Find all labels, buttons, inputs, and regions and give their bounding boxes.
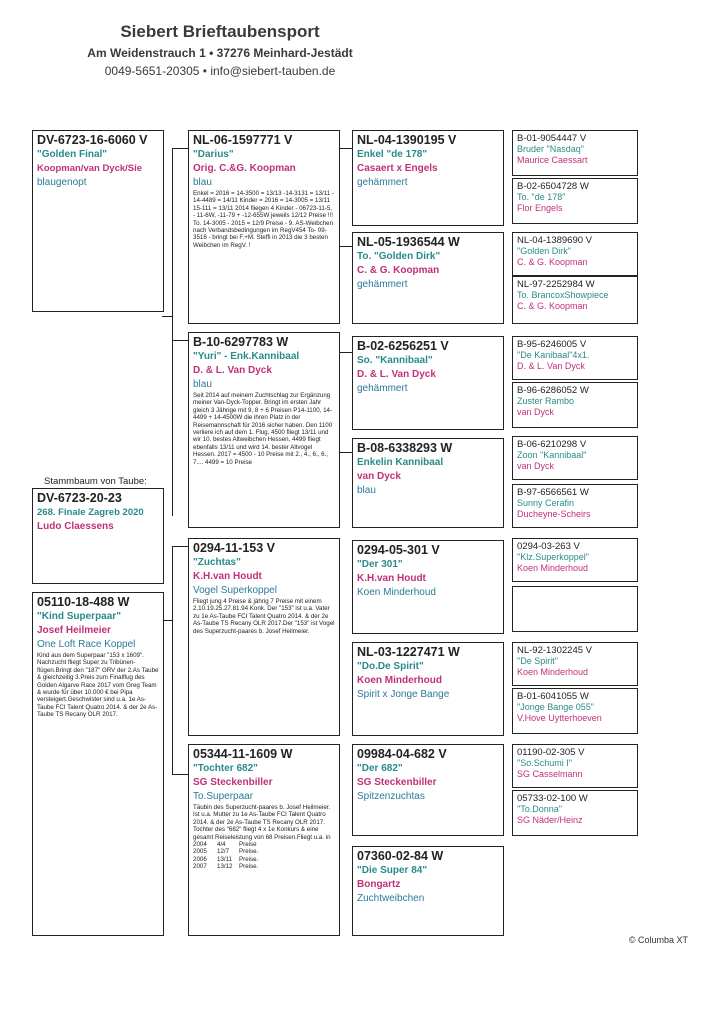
pigeon-name: To. "Golden Dirk": [357, 251, 441, 262]
pigeon-name: Bruder "Nasdaq": [517, 144, 584, 154]
connector-line: [172, 774, 188, 775]
color: blau: [357, 485, 376, 496]
ring-number: 07360-02-84 W: [357, 849, 444, 863]
description: Seit 2014 auf meinem Zuchtschlag zur Ergänzung meiner Van-Dyck-Topper. Bringt im ersten Jahr gleich 3 Jährige mit 9, 8 + 6 Preisen P14-1100, 14-4499 + 14-4500W die ihren Platz in der Reisemannschaft für 2016 sicher haben. Den 1100 verliere ich auf dem 1. Flug, 4500 fliegt 13/11 und wir 10. bestes Altweibchen Hessen, 4499 fliegt ebenfalls 13/11 und wird 14. bester Altvogel Hessen. 2017 = 4500 - 10 Preise mit 2., 4., 6., 6., 7.... 4499 = 10 Preise: [193, 392, 333, 466]
pedigree-card-subject[interactable]: [32, 130, 164, 312]
breeder: Flor Engels: [517, 203, 563, 213]
pigeon-name: "Golden Dirk": [517, 246, 571, 256]
pigeon-name: "Darius": [193, 149, 234, 160]
pedigree-card-dam[interactable]: [32, 592, 164, 936]
description: Täubin des Superzucht-paares b. Josef Heilmeier. Ist u.a. Mutter zu 1e As-Taube FCI Talent Quatro 2014. & der 2e As-Taube TS Recany OLR 2017. Tochter des "682" fliegt 4 x 1e Konkurs & eine gesamt Reiseleistung von 68 Preisen.Fliegt u.a. in: [193, 804, 331, 841]
connector-line: [340, 148, 352, 149]
pigeon-name: "Kind Superpaar": [37, 611, 121, 622]
pigeon-name: "Tochter 682": [193, 763, 258, 774]
pedigree-card-ggg-8[interactable]: [512, 538, 638, 582]
ring-number: 09984-04-682 V: [357, 747, 447, 761]
pedigree-card-ggg-10[interactable]: [512, 642, 638, 686]
breeder: van Dyck: [357, 471, 401, 482]
breeder: D. & L. Van Dyck: [517, 361, 585, 371]
color: blaugenopt: [37, 177, 87, 188]
pigeon-name: "So.Schumi I": [517, 758, 572, 768]
color: Zuchtweibchen: [357, 893, 425, 904]
breeder: Josef Heilmeier: [37, 625, 111, 636]
pedigree-card-gg-4[interactable]: [352, 540, 504, 634]
ring-number: B-01-9054447 V: [517, 133, 587, 144]
pedigree-card-ggg-13[interactable]: [512, 790, 638, 836]
pigeon-name: "De Spirit": [517, 656, 558, 666]
breeder: Koen Minderhoud: [357, 675, 442, 686]
breeder: SG Steckenbiller: [193, 777, 273, 788]
stammbaum-label: Stammbaum von Taube:: [44, 476, 147, 487]
pedigree-card-gg-0[interactable]: [352, 130, 504, 226]
pedigree-card-ggg-2[interactable]: [512, 232, 638, 276]
pigeon-name: "Zuchtas": [193, 557, 241, 568]
ring-number: B-95-6246005 V: [517, 339, 587, 350]
breeder: Maurice Caessart: [517, 155, 588, 165]
ring-number: NL-97-2252984 W: [517, 279, 595, 290]
pedigree-card-g1[interactable]: [188, 130, 340, 324]
pedigree-card-ggg-7[interactable]: [512, 484, 638, 528]
ring-number: DV-6723-20-23: [37, 491, 122, 505]
color: Spirit x Jonge Bange: [357, 689, 450, 700]
ring-number: NL-06-1597771 V: [193, 133, 293, 147]
connector-line: [340, 246, 352, 247]
color: blau: [193, 177, 212, 188]
connector-line: [172, 546, 173, 774]
pedigree-card-gg-2[interactable]: [352, 336, 504, 430]
pedigree-card-ggg-5[interactable]: [512, 382, 638, 428]
pedigree-card-g4[interactable]: [188, 744, 340, 936]
pedigree-card-ggg-4[interactable]: [512, 336, 638, 380]
breeder: C. & G. Koopman: [357, 265, 440, 276]
pigeon-name: "Yuri" - Enk.Kannibaal: [193, 351, 300, 362]
color: Vogel Superkoppel: [193, 585, 277, 596]
pedigree-card-gg-6[interactable]: [352, 744, 504, 836]
pedigree-card-stammbaum[interactable]: [32, 488, 164, 584]
pedigree-card-gg-1[interactable]: [352, 232, 504, 324]
connector-line: [340, 452, 352, 453]
pedigree-card-gg-5[interactable]: [352, 642, 504, 736]
breeder: SG Steckenbiller: [357, 777, 437, 788]
pigeon-name: "Do.De Spirit": [357, 661, 424, 672]
pedigree-card-ggg-12[interactable]: [512, 744, 638, 788]
breeder: C. & G. Koopman: [517, 301, 588, 311]
pedigree-card-gg-7[interactable]: [352, 846, 504, 936]
pedigree-card-gg-3[interactable]: [352, 438, 504, 528]
pigeon-name: To. BrancoxShowpiece: [517, 290, 609, 300]
ring-number: NL-05-1936544 W: [357, 235, 460, 249]
ring-number: B-02-6504728 W: [517, 181, 589, 192]
ring-number: B-01-6041055 W: [517, 691, 589, 702]
ring-number: 05733-02-100 W: [517, 793, 588, 804]
pigeon-name: "Jonge Bange 055": [517, 702, 594, 712]
breeder: Orig. C.&G. Koopman: [193, 163, 296, 174]
breeder: Ludo Claessens: [37, 521, 114, 532]
description: Kind aus dem Superpaar "153 x 1609". Nachzucht fliegt Super zu Tribünen-flügen.Bringt den "187" GRV der 2.As Taube & gleichzeitig 3.Preis zum Finalflug des Golden Algarve Race 2017 vom Greg Team & wurde für über 10.000 € bei Pipa versteigert.Geschwister sind u.a. 1e As-Taube FCI Talent Quatro 2014. & der 2e As-Taube TS Recany OLR 2017.: [37, 652, 159, 719]
connector-line: [172, 546, 188, 547]
pigeon-name: "Golden Final": [37, 149, 108, 160]
pedigree-card-ggg-9[interactable]: [512, 586, 638, 632]
pigeon-name: Zoon "Kannibaal": [517, 450, 587, 460]
ring-number: DV-6723-16-6060 V: [37, 133, 148, 147]
color: gehämmert: [357, 383, 408, 394]
ring-number: 05344-11-1609 W: [193, 747, 293, 761]
breeder: SG Casselmann: [517, 769, 583, 779]
pigeon-name: So. "Kannibaal": [357, 355, 433, 366]
pedigree-card-ggg-11[interactable]: [512, 688, 638, 734]
pigeon-name: Sunny Cerafin: [517, 498, 575, 508]
pigeon-name: 268. Finale Zagreb 2020: [37, 507, 144, 518]
pigeon-name: Zuster Rambo: [517, 396, 575, 406]
breeder: Koen Minderhoud: [517, 667, 589, 677]
copyright: © Columba XT: [628, 935, 688, 945]
breeder: Bongartz: [357, 879, 401, 890]
color: gehämmert: [357, 177, 408, 188]
pigeon-name: "To.Donna": [517, 804, 562, 814]
pedigree-card-g3[interactable]: [188, 538, 340, 736]
connector-line: [162, 316, 173, 317]
description: Fliegt jung 4 Preise & jährig 7 Preise mit einem 2.10.19.25.27.81.94 Konk. Der "153" ist u.a. Vater zu 1e As-Taube FCI Talent Quatro 2014. & der 2e As-Taube TS Recany OLR 2017.Der "153" ist Vogel des Superzucht-paares b. Josef Heilmeier.: [193, 598, 335, 635]
address: Am Weidenstrauch 1 • 37276 Meinhard-Jestädt: [87, 46, 353, 60]
connector-line: [172, 340, 188, 341]
breeder: van Dyck: [517, 407, 555, 417]
ring-number: B-06-6210298 V: [517, 439, 587, 450]
breeder: D. & L. Van Dyck: [357, 369, 436, 380]
breeder: Ducheyne-Scheirs: [517, 509, 591, 519]
page-title: Siebert Brieftaubensport: [120, 22, 320, 41]
pigeon-name: To. "de 178": [517, 192, 566, 202]
pigeon-name: "De Kanibaal"4x1.: [517, 350, 590, 360]
pigeon-name: Enkel "de 178": [357, 149, 428, 160]
pedigree-card-g2[interactable]: [188, 332, 340, 528]
ring-number: NL-92-1302245 V: [517, 645, 592, 656]
pigeon-name: "Die Super 84": [357, 865, 428, 876]
ring-number: B-97-6566561 W: [517, 487, 589, 498]
breeder: Koen Minderhoud: [517, 563, 589, 573]
ring-number: B-96-6286052 W: [517, 385, 589, 396]
pedigree-card-ggg-1[interactable]: [512, 178, 638, 224]
ring-number: NL-04-1389690 V: [517, 235, 592, 246]
breeder: D. & L. Van Dyck: [193, 365, 272, 376]
breeder: SG Näder/Heinz: [517, 815, 583, 825]
connector-line: [172, 148, 188, 149]
color: Spitzenzuchtas: [357, 791, 425, 802]
ring-number: 0294-11-153 V: [193, 541, 276, 555]
breeder: K.H.van Houdt: [357, 573, 426, 584]
results-table: 2004 4/4 Preise 2005 12/7 Preise. 2006 13/11 Preise. 2007 13/12 Preise.: [193, 841, 259, 871]
pigeon-name: Enkelin Kannibaal: [357, 457, 444, 468]
breeder: Casaert x Engels: [357, 163, 438, 174]
connector-line: [340, 352, 352, 353]
ring-number: NL-04-1390195 V: [357, 133, 457, 147]
breeder: van Dyck: [517, 461, 555, 471]
contact: 0049-5651-20305 • info@siebert-tauben.de: [104, 64, 336, 78]
ring-number: 01190-02-305 V: [517, 747, 585, 758]
breeder: C. & G. Koopman: [517, 257, 588, 267]
pigeon-name: "Klz.Superkoppel": [517, 552, 589, 562]
ring-number: 0294-03-263 V: [517, 541, 580, 552]
color: gehämmert: [357, 279, 408, 290]
pedigree-card-ggg-6[interactable]: [512, 436, 638, 480]
pedigree-card-ggg-3[interactable]: [512, 276, 638, 324]
color: One Loft Race Koppel: [37, 639, 136, 650]
ring-number: B-08-6338293 W: [357, 441, 453, 455]
ring-number: B-02-6256251 V: [357, 339, 449, 353]
breeder: Koopman/van Dyck/Sie: [37, 163, 143, 174]
color: Koen Minderhoud: [357, 587, 436, 598]
ring-number: B-10-6297783 W: [193, 335, 289, 349]
ring-number: NL-03-1227471 W: [357, 645, 460, 659]
color: blau: [193, 379, 212, 390]
pigeon-name: "Der 682": [357, 763, 403, 774]
color: To.Superpaar: [193, 791, 254, 802]
ring-number: 05110-18-488 W: [37, 595, 130, 609]
breeder: K.H.van Houdt: [193, 571, 262, 582]
ring-number: 0294-05-301 V: [357, 543, 440, 557]
breeder: V.Hove Uytterhoeven: [517, 713, 602, 723]
pigeon-name: "Der 301": [357, 559, 403, 570]
pedigree-card-ggg-0[interactable]: [512, 130, 638, 176]
connector-line: [172, 148, 173, 516]
description: Enkel = 2016 = 14-3500 = 13/13 -14-3131 = 13/11 - 14-4489 = 14/11 Kinder = 2016 = 14-3005 = 13/11 15-111 = 13/11 2014 fliegen 4 Kinder - 06723-11-5, - 11-6W, -11-79 + -12-655W jeweils 12/12 Preise !!! To. 14-3005 - 2015 = 12/9 Preise - 9. AS-Weibchen nach Verbandsbedingungen im RegV454 To- 09-3516 - bringt bei F.+M. Steffi in 2013 die 3 besten Weibchen im RegV. !: [193, 190, 334, 249]
